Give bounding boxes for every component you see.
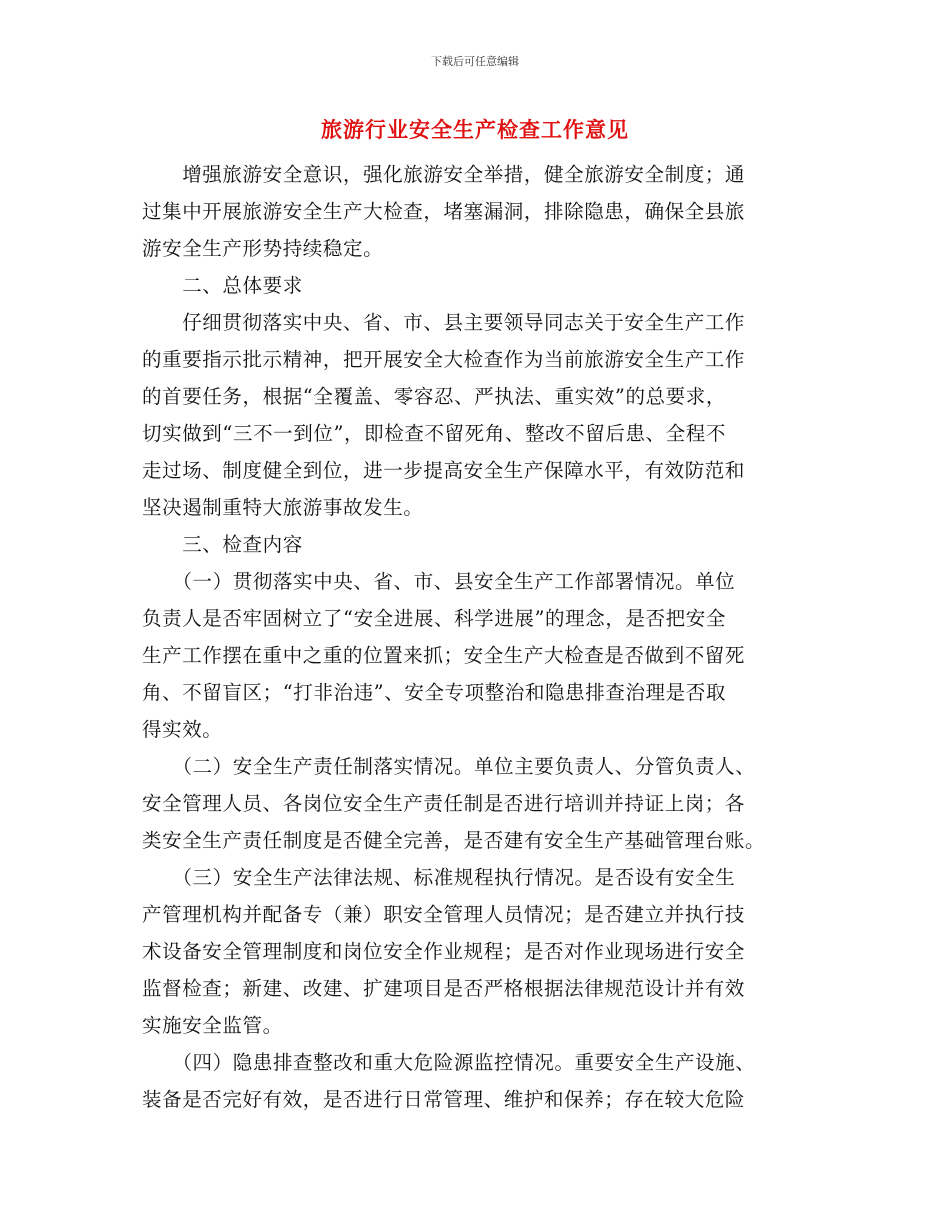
body-line: 负责人是否牢固树立了“安全进展、科学进展”的理念，是否把安全 [142, 607, 726, 630]
body-line: 增强旅游安全意识，强化旅游安全举措，健全旅游安全制度；通 [142, 163, 746, 186]
section-heading: 二、总体要求 [142, 274, 303, 297]
page-header-note: 下载后可任意编辑 [431, 55, 519, 68]
body-line: 术设备安全管理制度和岗位安全作业规程；是否对作业现场进行安全 [142, 940, 746, 963]
body-line: 游安全生产形势持续稳定。 [142, 237, 384, 260]
body-line: 切实做到“三不一到位”，即检查不留死角、整改不留后患、全程不 [142, 422, 726, 445]
body-line: 得实效。 [142, 718, 223, 741]
body-line: 仔细贯彻落实中央、省、市、县主要领导同志关于安全生产工作 [142, 311, 746, 334]
body-line: 实施安全监管。 [142, 1014, 283, 1037]
body-line: 的重要指示批示精神，把开展安全大检查作为当前旅游安全生产工作 [142, 348, 746, 371]
section-heading: 三、检查内容 [142, 533, 303, 556]
body-line: 角、不留盲区；“打非治违”、安全专项整治和隐患排查治理是否取 [142, 681, 726, 704]
body-line: 类安全生产责任制度是否健全完善，是否建有安全生产基础管理台账。 [142, 829, 766, 852]
body-line: 的首要任务，根据“全覆盖、零容忍、严执法、重实效”的总要求， [142, 385, 726, 408]
body-line: 监督检查；新建、改建、扩建项目是否严格根据法律规范设计并有效 [142, 977, 746, 1000]
body-line: 安全管理人员、各岗位安全生产责任制是否进行培训并持证上岗；各 [142, 792, 746, 815]
body-line: （一）贯彻落实中央、省、市、县安全生产工作部署情况。单位 [142, 570, 736, 593]
body-line: 坚决遏制重特大旅游事故发生。 [142, 496, 424, 519]
body-line: 产管理机构并配备专（兼）职安全管理人员情况；是否建立并执行技 [142, 903, 746, 926]
body-line: （四）隐患排查整改和重大危险源监控情况。重要安全生产设施、 [142, 1051, 756, 1074]
body-line: 装备是否完好有效，是否进行日常管理、维护和保养；存在较大危险 [142, 1088, 746, 1111]
body-line: 走过场、制度健全到位，进一步提高安全生产保障水平，有效防范和 [142, 459, 746, 482]
body-line: 生产工作摆在重中之重的位置来抓；安全生产大检查是否做到不留死 [142, 644, 746, 667]
body-line: （二）安全生产责任制落实情况。单位主要负责人、分管负责人、 [142, 755, 756, 778]
body-line: 过集中开展旅游安全生产大检查，堵塞漏洞，排除隐患，确保全县旅 [142, 200, 746, 223]
document-title: 旅游行业安全生产检查工作意见 [321, 117, 629, 142]
body-line: （三）安全生产法律法规、标准规程执行情况。是否设有安全生 [142, 866, 736, 889]
document-body [142, 156, 810, 1118]
